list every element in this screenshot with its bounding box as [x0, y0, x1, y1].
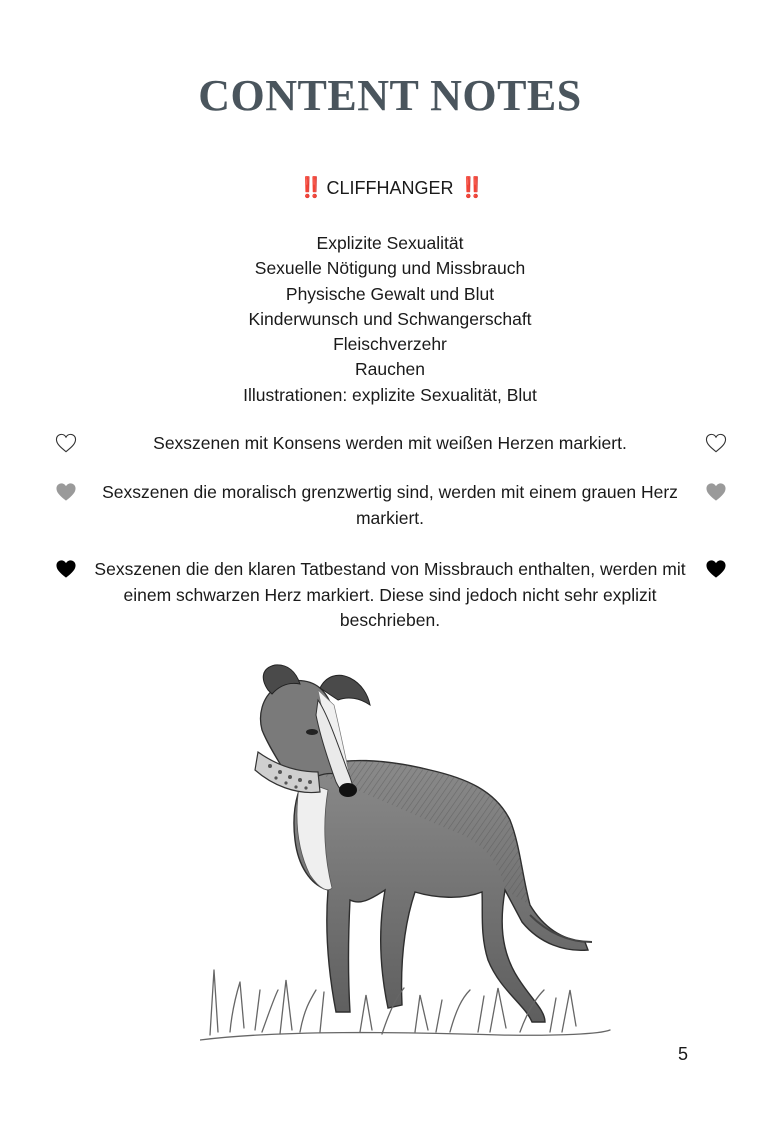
grey-heart-icon [705, 482, 727, 502]
content-notes-list [0, 231, 780, 408]
page-number: 5 [678, 1044, 689, 1064]
legend-text: Sexszenen die den klaren Tatbestand von Missbrauch enthalten, werden mit einem schwarzen Herz markiert. Diese sind jedoch nicht sehr explizit beschrieben. [94, 559, 686, 630]
cliffhanger-label: CLIFFHANGER [326, 178, 454, 198]
page-title: CONTENT NOTES [198, 71, 582, 120]
black-heart-icon [55, 559, 77, 579]
list-item: Fleischverzehr [333, 334, 447, 355]
cliffhanger-warning [0, 175, 780, 200]
list-item: Physische Gewalt und Blut [285, 283, 495, 304]
grey-heart-icon [55, 482, 77, 502]
list-item: Illustrationen: explizite Sexualität, Blut [243, 384, 537, 405]
list-item: Sexuelle Nötigung und Missbrauch [254, 258, 526, 279]
legend-text: Sexszenen die moralisch grenzwertig sind, werden mit einem grauen Herz markiert. [102, 482, 678, 528]
white-heart-icon [55, 433, 77, 453]
legend-text: Sexszenen mit Konsens werden mit weißen Herzen markiert. [153, 433, 627, 453]
greyhound-illustration [200, 660, 620, 1055]
double-exclamation-icon: ‼️ [298, 177, 321, 199]
list-item: Kinderwunsch und Schwangerschaft [248, 308, 532, 329]
black-heart-icon [705, 559, 727, 579]
double-exclamation-icon: ‼️ [459, 177, 482, 199]
white-heart-icon [705, 433, 727, 453]
list-item: Rauchen [354, 359, 426, 380]
list-item: Explizite Sexualität [316, 233, 464, 253]
